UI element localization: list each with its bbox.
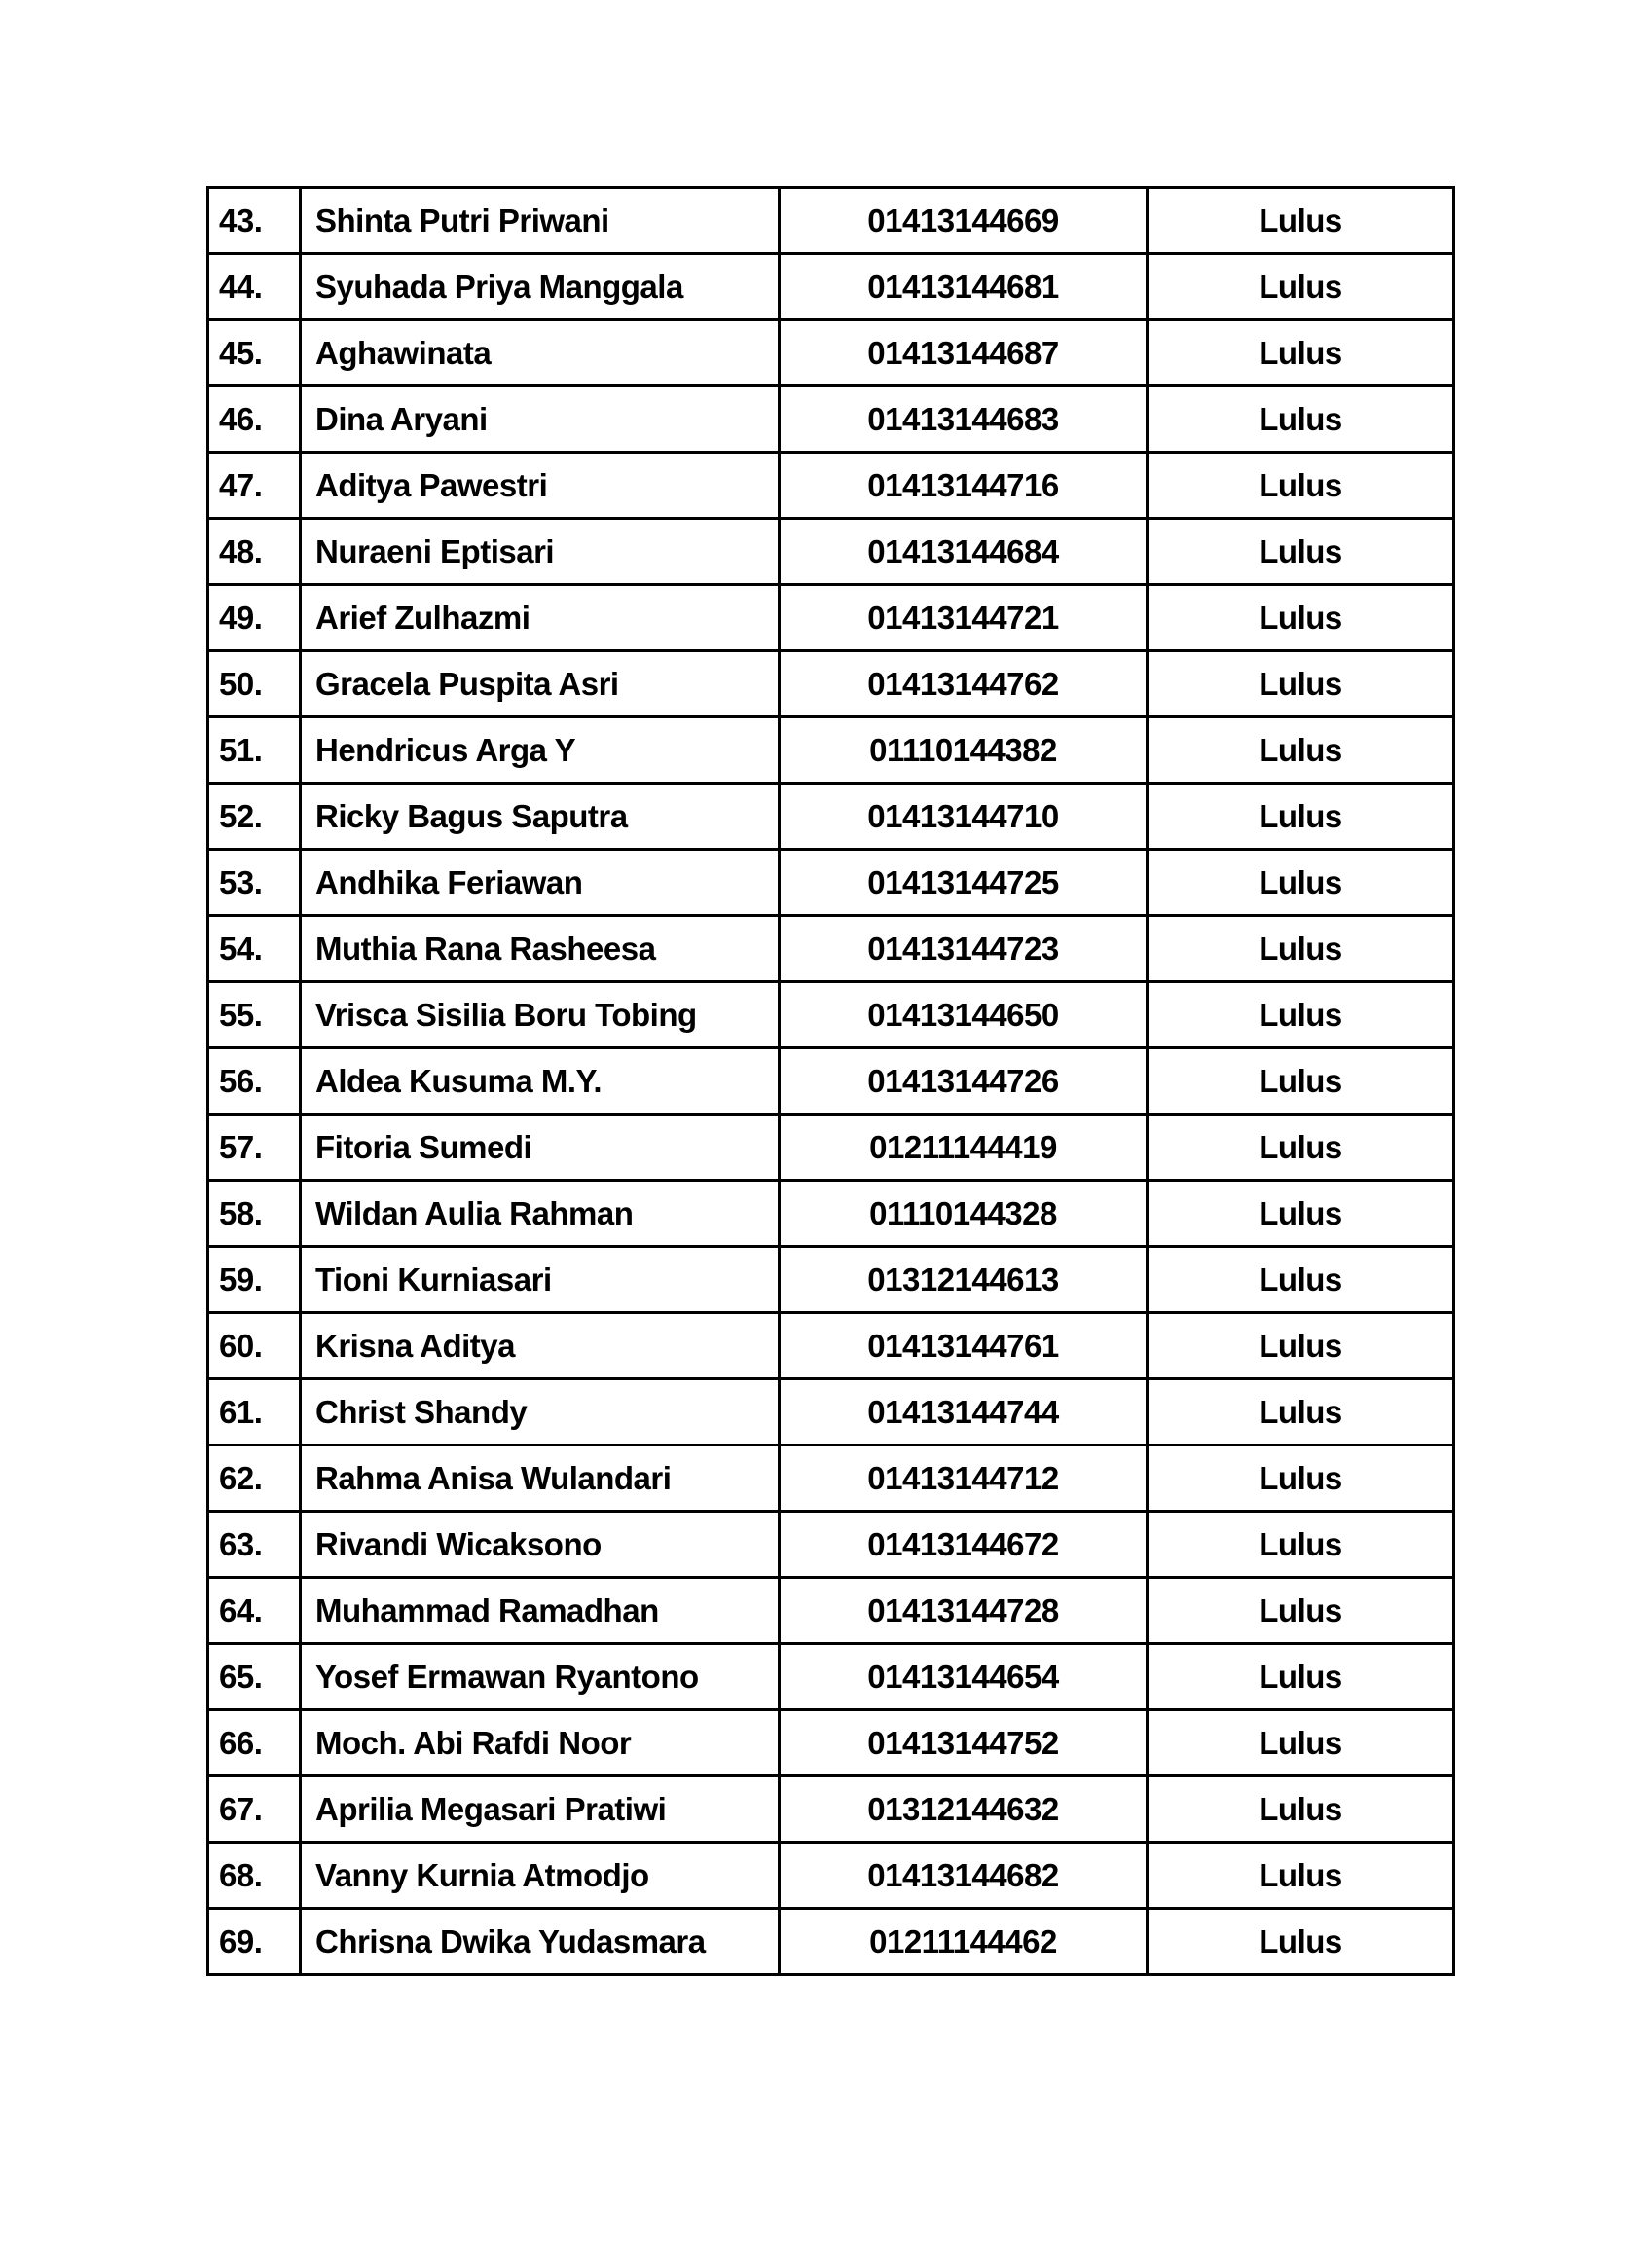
table-row xyxy=(208,784,1454,850)
table-body xyxy=(208,188,1454,1975)
status-cell: Lulus xyxy=(1148,1115,1454,1181)
student-name: Yosef Ermawan Ryantono xyxy=(301,1644,780,1710)
student-id: 01110144328 xyxy=(780,1181,1148,1247)
student-id: 01211144462 xyxy=(780,1909,1148,1975)
student-id: 01312144613 xyxy=(780,1247,1148,1313)
student-id: 01413144712 xyxy=(780,1445,1148,1512)
row-number: 55. xyxy=(208,982,301,1048)
table-row xyxy=(208,1115,1454,1181)
student-id: 01413144687 xyxy=(780,320,1148,386)
row-number: 48. xyxy=(208,519,301,585)
table-row xyxy=(208,254,1454,320)
student-name: Ricky Bagus Saputra xyxy=(301,784,780,850)
status-cell: Lulus xyxy=(1148,850,1454,916)
student-id: 01413144752 xyxy=(780,1710,1148,1776)
student-id: 01413144710 xyxy=(780,784,1148,850)
student-name: Muthia Rana Rasheesa xyxy=(301,916,780,982)
status-cell: Lulus xyxy=(1148,784,1454,850)
row-number: 57. xyxy=(208,1115,301,1181)
student-name: Aprilia Megasari Pratiwi xyxy=(301,1776,780,1843)
student-name: Dina Aryani xyxy=(301,386,780,453)
student-id: 01413144726 xyxy=(780,1048,1148,1115)
status-cell: Lulus xyxy=(1148,717,1454,784)
table-row xyxy=(208,1909,1454,1975)
row-number: 61. xyxy=(208,1379,301,1445)
table-row xyxy=(208,1048,1454,1115)
row-number: 44. xyxy=(208,254,301,320)
table-row xyxy=(208,1578,1454,1644)
student-name: Aldea Kusuma M.Y. xyxy=(301,1048,780,1115)
status-cell: Lulus xyxy=(1148,1512,1454,1578)
row-number: 53. xyxy=(208,850,301,916)
student-name: Chrisna Dwika Yudasmara xyxy=(301,1909,780,1975)
row-number: 50. xyxy=(208,651,301,717)
table-row xyxy=(208,1710,1454,1776)
student-id: 01413144683 xyxy=(780,386,1148,453)
student-id: 01413144682 xyxy=(780,1843,1148,1909)
student-name: Christ Shandy xyxy=(301,1379,780,1445)
table-row xyxy=(208,1776,1454,1843)
student-name: Syuhada Priya Manggala xyxy=(301,254,780,320)
student-name: Vanny Kurnia Atmodjo xyxy=(301,1843,780,1909)
status-cell: Lulus xyxy=(1148,1313,1454,1379)
status-cell: Lulus xyxy=(1148,1776,1454,1843)
status-cell: Lulus xyxy=(1148,1843,1454,1909)
row-number: 59. xyxy=(208,1247,301,1313)
student-id: 01413144650 xyxy=(780,982,1148,1048)
student-name: Andhika Feriawan xyxy=(301,850,780,916)
table-row xyxy=(208,1181,1454,1247)
table-row xyxy=(208,850,1454,916)
status-cell: Lulus xyxy=(1148,916,1454,982)
student-name: Shinta Putri Priwani xyxy=(301,188,780,254)
student-name: Aghawinata xyxy=(301,320,780,386)
status-cell: Lulus xyxy=(1148,982,1454,1048)
status-cell: Lulus xyxy=(1148,1909,1454,1975)
table-row xyxy=(208,1445,1454,1512)
row-number: 54. xyxy=(208,916,301,982)
student-results-table xyxy=(206,186,1455,1976)
table-row xyxy=(208,585,1454,651)
table-row xyxy=(208,188,1454,254)
table-row xyxy=(208,982,1454,1048)
row-number: 64. xyxy=(208,1578,301,1644)
student-name: Rahma Anisa Wulandari xyxy=(301,1445,780,1512)
student-name: Tioni Kurniasari xyxy=(301,1247,780,1313)
table-row xyxy=(208,717,1454,784)
row-number: 68. xyxy=(208,1843,301,1909)
row-number: 63. xyxy=(208,1512,301,1578)
row-number: 58. xyxy=(208,1181,301,1247)
student-name: Rivandi Wicaksono xyxy=(301,1512,780,1578)
status-cell: Lulus xyxy=(1148,254,1454,320)
status-cell: Lulus xyxy=(1148,453,1454,519)
status-cell: Lulus xyxy=(1148,1578,1454,1644)
status-cell: Lulus xyxy=(1148,519,1454,585)
student-name: Fitoria Sumedi xyxy=(301,1115,780,1181)
student-id: 01312144632 xyxy=(780,1776,1148,1843)
row-number: 45. xyxy=(208,320,301,386)
row-number: 46. xyxy=(208,386,301,453)
row-number: 60. xyxy=(208,1313,301,1379)
student-id: 01110144382 xyxy=(780,717,1148,784)
student-id: 01413144716 xyxy=(780,453,1148,519)
status-cell: Lulus xyxy=(1148,386,1454,453)
student-id: 01413144762 xyxy=(780,651,1148,717)
table-row xyxy=(208,1512,1454,1578)
student-id: 01413144684 xyxy=(780,519,1148,585)
student-name: Nuraeni Eptisari xyxy=(301,519,780,585)
row-number: 43. xyxy=(208,188,301,254)
student-id: 01413144721 xyxy=(780,585,1148,651)
row-number: 62. xyxy=(208,1445,301,1512)
student-name: Moch. Abi Rafdi Noor xyxy=(301,1710,780,1776)
student-id: 01413144725 xyxy=(780,850,1148,916)
status-cell: Lulus xyxy=(1148,1379,1454,1445)
status-cell: Lulus xyxy=(1148,1710,1454,1776)
status-cell: Lulus xyxy=(1148,1247,1454,1313)
student-name: Vrisca Sisilia Boru Tobing xyxy=(301,982,780,1048)
student-name: Muhammad Ramadhan xyxy=(301,1578,780,1644)
student-id: 01413144654 xyxy=(780,1644,1148,1710)
student-id: 01413144669 xyxy=(780,188,1148,254)
row-number: 69. xyxy=(208,1909,301,1975)
status-cell: Lulus xyxy=(1148,1644,1454,1710)
status-cell: Lulus xyxy=(1148,1445,1454,1512)
student-name: Wildan Aulia Rahman xyxy=(301,1181,780,1247)
student-name: Arief Zulhazmi xyxy=(301,585,780,651)
row-number: 67. xyxy=(208,1776,301,1843)
table-row xyxy=(208,386,1454,453)
student-id: 01211144419 xyxy=(780,1115,1148,1181)
row-number: 56. xyxy=(208,1048,301,1115)
status-cell: Lulus xyxy=(1148,1048,1454,1115)
status-cell: Lulus xyxy=(1148,320,1454,386)
table-row xyxy=(208,453,1454,519)
table-row xyxy=(208,1313,1454,1379)
table-row xyxy=(208,1379,1454,1445)
table-row xyxy=(208,519,1454,585)
row-number: 47. xyxy=(208,453,301,519)
row-number: 49. xyxy=(208,585,301,651)
student-name: Aditya Pawestri xyxy=(301,453,780,519)
student-id: 01413144672 xyxy=(780,1512,1148,1578)
row-number: 65. xyxy=(208,1644,301,1710)
table-row xyxy=(208,916,1454,982)
row-number: 52. xyxy=(208,784,301,850)
table-row xyxy=(208,1644,1454,1710)
student-name: Gracela Puspita Asri xyxy=(301,651,780,717)
status-cell: Lulus xyxy=(1148,188,1454,254)
status-cell: Lulus xyxy=(1148,651,1454,717)
student-name: Hendricus Arga Y xyxy=(301,717,780,784)
student-id: 01413144728 xyxy=(780,1578,1148,1644)
student-id: 01413144761 xyxy=(780,1313,1148,1379)
table-row xyxy=(208,1843,1454,1909)
student-id: 01413144723 xyxy=(780,916,1148,982)
student-id: 01413144744 xyxy=(780,1379,1148,1445)
row-number: 66. xyxy=(208,1710,301,1776)
table-row xyxy=(208,320,1454,386)
table-row xyxy=(208,1247,1454,1313)
table-row xyxy=(208,651,1454,717)
student-name: Krisna Aditya xyxy=(301,1313,780,1379)
status-cell: Lulus xyxy=(1148,585,1454,651)
student-id: 01413144681 xyxy=(780,254,1148,320)
status-cell: Lulus xyxy=(1148,1181,1454,1247)
row-number: 51. xyxy=(208,717,301,784)
